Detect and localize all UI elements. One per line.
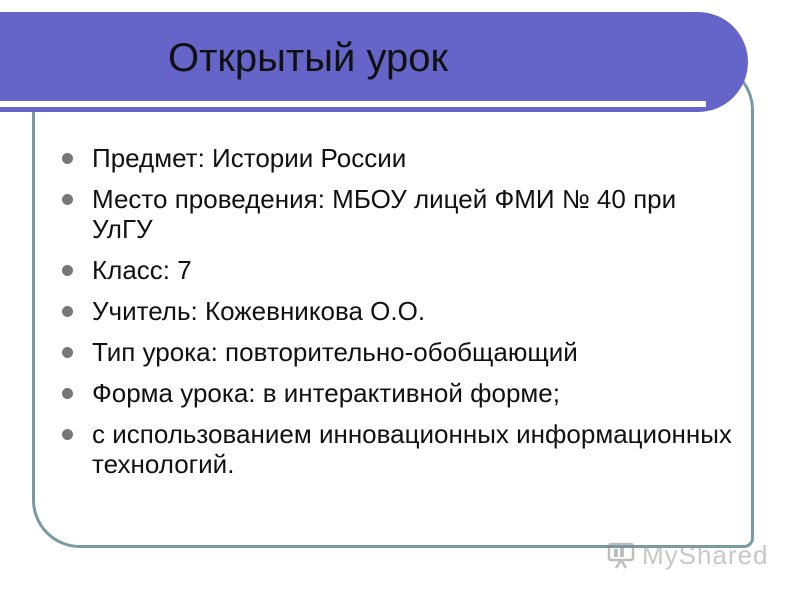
slide-title: Открытый урок xyxy=(168,36,448,80)
bullet-item-class xyxy=(62,255,742,285)
presentation-board-icon xyxy=(606,540,636,570)
bullet-item-technology xyxy=(62,419,742,479)
bullet-dot-icon xyxy=(62,388,73,399)
bullet-text: Форма урока: в интерактивной форме; xyxy=(92,378,560,408)
watermark-text: MyShared xyxy=(642,539,769,570)
bullet-item-teacher xyxy=(62,296,742,326)
bullet-dot-icon xyxy=(62,347,73,358)
bullet-item-location xyxy=(62,184,742,244)
bullet-text: Класс: 7 xyxy=(92,255,192,285)
bullet-text: Учитель: Кожевникова О.О. xyxy=(92,296,426,326)
bullet-text: Место проведения: МБОУ лицей ФМИ № 40 при УлГУ xyxy=(92,184,677,244)
bullet-item-lesson-type xyxy=(62,337,742,367)
bullet-item-subject xyxy=(62,143,742,173)
bullet-text: Тип урока: повторительно-обобщающий xyxy=(92,337,578,367)
bullet-dot-icon xyxy=(62,194,73,205)
bullet-list xyxy=(62,143,742,490)
bullet-item-lesson-form xyxy=(62,378,742,408)
watermark xyxy=(606,535,769,575)
bullet-text: Предмет: Истории России xyxy=(92,143,407,173)
bullet-dot-icon xyxy=(62,306,73,317)
bullet-dot-icon xyxy=(62,429,73,440)
bullet-text: с использованием инновационных информационных технологий. xyxy=(92,419,732,479)
title-underline xyxy=(0,101,706,107)
bullet-dot-icon xyxy=(62,265,73,276)
bullet-dot-icon xyxy=(62,153,73,164)
